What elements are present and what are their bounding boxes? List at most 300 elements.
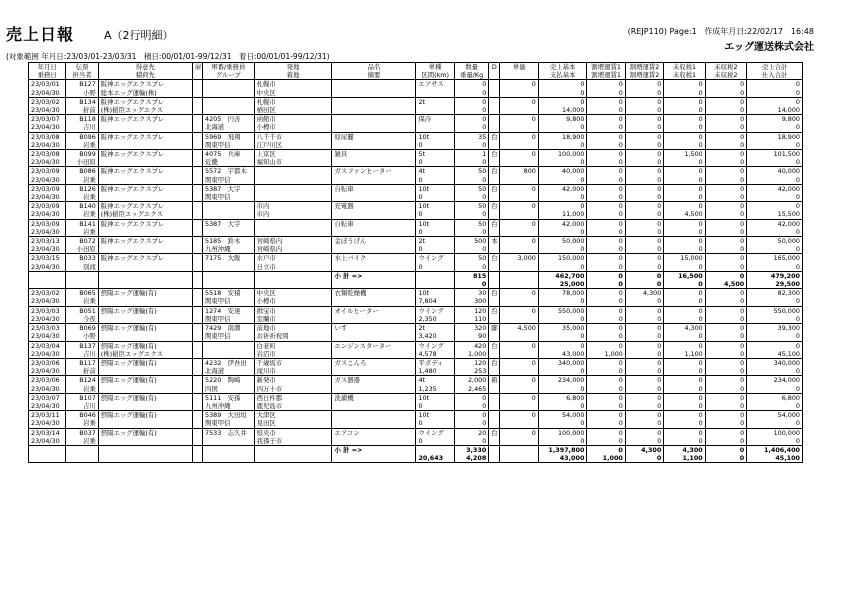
cell-line [195, 254, 200, 262]
cell-line: 吉川 [83, 349, 96, 358]
cell-line: 0 [795, 436, 800, 445]
cell-line: 0 [482, 115, 487, 124]
cell-line [101, 332, 190, 340]
cell-line [502, 123, 535, 131]
cell-line: 九州沖縄 [205, 245, 231, 254]
cell-line: 0 [531, 150, 536, 159]
cell-line [334, 228, 413, 236]
table-cell [538, 306, 587, 323]
cell-line: 0 [531, 132, 536, 141]
cell-line: B037 [79, 428, 96, 437]
cell-line: 4t [418, 167, 426, 176]
cell-line: 0 [698, 411, 703, 420]
cell-line: 0 [698, 376, 703, 385]
cell-line [195, 315, 200, 323]
cell-line [257, 272, 330, 280]
cell-line: 10t [418, 289, 430, 298]
cell-line: 北海道 [205, 123, 225, 132]
table-cell [454, 132, 488, 149]
table-cell [454, 289, 488, 306]
cell-line: 0 [580, 401, 585, 410]
table-cell [538, 132, 587, 149]
cell-line [195, 350, 200, 358]
cell-line: 18,900 [562, 132, 585, 141]
cell-line: 0 [698, 401, 703, 410]
cell-line [101, 402, 190, 410]
table-cell [625, 97, 663, 114]
table-cell [705, 115, 746, 132]
table-cell [538, 115, 587, 132]
table-cell [538, 184, 587, 201]
table-row [29, 341, 803, 358]
cell-line [195, 280, 200, 288]
cell-line: 0 [531, 358, 536, 367]
cell-line: 岩乗 [83, 210, 96, 219]
cell-line: 10t [418, 202, 430, 211]
table-cell [254, 324, 332, 341]
cell-line: 45,100 [775, 454, 800, 463]
cell-line: 0 [740, 80, 745, 89]
table-cell [664, 306, 705, 323]
cell-line: 0 [418, 210, 423, 219]
table-cell [416, 80, 454, 97]
table-cell [29, 202, 66, 219]
column-header [29, 63, 66, 80]
cell-line: いす [334, 324, 348, 333]
table-cell [500, 289, 538, 306]
cell-line: B072 [79, 237, 96, 246]
cell-line: 23/04/30 [31, 88, 60, 97]
cell-line [101, 437, 190, 445]
table-row [29, 358, 803, 375]
cell-line: 253 [474, 367, 487, 376]
cell-line: 水戸市 [256, 254, 276, 263]
cell-line: 42,000 [562, 184, 585, 193]
cell-line: 0 [482, 401, 487, 410]
cell-line: B069 [79, 324, 96, 333]
column-header-line: 割増運賃2 [629, 63, 660, 71]
cell-line: 0 [482, 262, 487, 271]
cell-line: 0 [418, 436, 423, 445]
cell-line: 0 [482, 106, 487, 115]
cell-line: 0 [580, 436, 585, 445]
table-cell [747, 376, 803, 393]
table-cell [416, 167, 454, 184]
cell-line: B134 [79, 97, 96, 106]
cell-line: 関東甲信 [205, 297, 231, 306]
cell-line: 0 [531, 341, 536, 350]
table-cell [416, 115, 454, 132]
table-cell [500, 80, 538, 97]
cell-line [195, 429, 200, 437]
cell-line [334, 402, 413, 410]
table-cell [66, 358, 98, 375]
cell-line: 0 [740, 132, 745, 141]
cell-line: 23/04/30 [31, 401, 60, 410]
cell-line: 0 [795, 193, 800, 202]
cell-line: 18,900 [777, 132, 800, 141]
table-cell [705, 445, 746, 462]
table-cell [332, 167, 416, 184]
table-cell [98, 167, 192, 184]
cell-line: (株)稲臣エッグエクス [100, 349, 163, 358]
table-cell [332, 202, 416, 219]
cell-line: 0 [795, 80, 800, 89]
table-cell [203, 184, 255, 201]
cell-line: エアコン [334, 428, 360, 437]
cell-line: 40,000 [777, 167, 800, 176]
table-cell [489, 289, 500, 306]
column-header-line [491, 71, 497, 79]
cell-line [205, 437, 252, 445]
table-row [29, 237, 803, 254]
table-cell [454, 254, 488, 271]
cell-line: 台 [491, 289, 498, 298]
cell-line: 阪神エッグエクスプレ [100, 115, 165, 124]
table-cell [98, 324, 192, 341]
cell-line [418, 106, 451, 114]
cell-line: B117 [79, 358, 96, 367]
table-row [29, 428, 803, 445]
table-cell [500, 428, 538, 445]
table-cell [625, 184, 663, 201]
table-cell [587, 411, 625, 428]
cell-line: 0 [657, 158, 662, 167]
table-cell [538, 219, 587, 236]
cell-line [101, 272, 190, 280]
cell-line: 0 [740, 140, 745, 149]
cell-line [195, 80, 200, 88]
table-cell [538, 324, 587, 341]
table-cell [705, 150, 746, 167]
table-cell [454, 306, 488, 323]
cell-line: 0 [482, 140, 487, 149]
cell-line: 0 [795, 419, 800, 428]
table-cell [454, 376, 488, 393]
cell-line [101, 193, 190, 201]
cell-line: 23/04/30 [31, 436, 60, 445]
cell-line: 0 [580, 97, 585, 106]
cell-line [195, 376, 200, 384]
cell-line: 0 [657, 428, 662, 437]
table-cell [489, 80, 500, 97]
cell-line: 札幌市 [256, 80, 276, 89]
cell-line: 0 [580, 175, 585, 184]
cell-line: 320 [474, 324, 487, 333]
cell-line: 折前 [83, 367, 96, 376]
cell-line: 0 [657, 132, 662, 141]
table-cell [500, 219, 538, 236]
cell-line [205, 80, 252, 88]
cell-line: 550,000 [557, 306, 585, 315]
column-header [416, 63, 454, 80]
cell-line: 16,500 [678, 271, 703, 280]
cell-line [334, 176, 413, 184]
cell-line [502, 245, 535, 253]
cell-line [101, 446, 190, 454]
table-cell [625, 358, 663, 375]
column-header-line: 割増運賃1 [591, 63, 621, 71]
cell-line [195, 106, 200, 114]
cell-line: 0 [795, 88, 800, 97]
table-cell [192, 393, 202, 410]
cell-line: 0 [618, 367, 623, 376]
table-cell [416, 411, 454, 428]
cell-line: 0 [657, 175, 662, 184]
table-cell [98, 445, 192, 462]
cell-line: 台 [491, 132, 498, 141]
cell-line: 0 [740, 306, 745, 315]
cell-line: 0 [657, 324, 662, 333]
cell-line: 阪神エッグエクスプレ [100, 202, 165, 211]
cell-line: 23/03/11 [31, 411, 60, 420]
cell-line [205, 228, 252, 236]
cell-line: 関東甲信 [205, 314, 231, 323]
column-header-line: 重量/Kg [459, 71, 484, 80]
column-header-line: 仕入合計 [761, 71, 788, 80]
cell-line [334, 141, 413, 149]
cell-line: 0 [698, 280, 703, 289]
cell-line: 0 [698, 306, 703, 315]
cell-line: 0 [657, 219, 662, 228]
cell-line: 0 [580, 332, 585, 341]
cell-line: 0 [657, 262, 662, 271]
table-cell [454, 237, 488, 254]
cell-line: 0 [657, 123, 662, 132]
cell-line [195, 141, 200, 149]
table-cell [587, 150, 625, 167]
table-cell [538, 445, 587, 462]
cell-line: 4,578 [418, 349, 437, 358]
cell-line: 0 [657, 88, 662, 97]
cell-line: 0 [657, 411, 662, 420]
cell-line [334, 437, 413, 445]
cell-line: 0 [740, 237, 745, 246]
cell-line [491, 263, 497, 271]
table-cell [66, 219, 98, 236]
cell-line: 0 [531, 115, 536, 124]
cell-line: 15,000 [680, 254, 703, 263]
cell-line: 4205 円善 [205, 115, 241, 124]
cell-line: 0 [795, 367, 800, 376]
cell-line: 23/04/30 [31, 106, 60, 115]
table-cell [454, 341, 488, 358]
cell-line [334, 210, 413, 218]
table-cell [66, 428, 98, 445]
cell-line: 四国 [205, 384, 218, 393]
cell-line: 阪神エッグエクスプレ [100, 254, 165, 263]
cell-line: 滝川市 [256, 367, 276, 376]
table-cell [538, 289, 587, 306]
cell-line [502, 210, 535, 218]
cell-line: 中央区 [256, 88, 276, 97]
column-header-line: 発地 [286, 63, 300, 71]
table-cell [500, 202, 538, 219]
cell-line: 54,000 [562, 411, 585, 420]
table-cell [203, 132, 255, 149]
cell-line: 0 [656, 271, 662, 280]
cell-line: 市内 [256, 202, 270, 211]
column-header-line: 着地 [286, 71, 300, 80]
cell-line: 10t [418, 411, 430, 420]
table-cell [66, 306, 98, 323]
cell-line: 0 [740, 123, 745, 132]
cell-line: 23/03/07 [31, 393, 60, 402]
table-cell [192, 306, 202, 323]
cell-line: 0 [698, 262, 703, 271]
cell-line: 23/03/09 [31, 219, 60, 228]
cell-line: 0 [618, 88, 623, 97]
cell-line: 0 [618, 376, 623, 385]
table-cell [416, 306, 454, 323]
table-cell [664, 289, 705, 306]
cell-line: 小田原 [76, 245, 96, 254]
cell-line: 54,000 [777, 411, 800, 420]
report-meta [628, 26, 814, 37]
cell-line: 23/04/30 [31, 262, 60, 271]
cell-line [334, 411, 413, 419]
cell-line: 0 [580, 419, 585, 428]
cell-line: 日立市 [256, 262, 276, 271]
cell-line: 5111 安孫 [205, 393, 241, 402]
column-header [664, 63, 705, 80]
cell-line: 0 [740, 150, 745, 159]
cell-line: 4,300 [641, 445, 662, 454]
table-cell [98, 219, 192, 236]
cell-line: 0 [418, 401, 423, 410]
cell-line: 0 [580, 202, 585, 211]
cell-line: 5389 大田垣 [205, 411, 247, 420]
cell-line [195, 158, 200, 166]
cell-line [502, 158, 535, 166]
cell-line [205, 446, 252, 454]
cell-line: 吉川 [83, 123, 96, 132]
table-cell [538, 411, 587, 428]
cell-line [334, 385, 413, 393]
cell-line: 101,500 [773, 150, 800, 159]
cell-line [101, 419, 190, 427]
cell-line: 0 [740, 367, 745, 376]
cell-line: 揖宝市 [256, 306, 276, 315]
cell-line [195, 220, 200, 228]
cell-line: 岩乗 [83, 140, 96, 149]
cell-line [195, 289, 200, 297]
table-cell [489, 184, 500, 201]
cell-line: 0 [580, 367, 585, 376]
table-cell [332, 254, 416, 271]
cell-line: 550,000 [773, 306, 800, 315]
cell-line: 0 [740, 210, 745, 219]
table-cell [416, 445, 454, 462]
table-row [29, 254, 803, 271]
cell-line [334, 80, 413, 88]
table-cell [500, 237, 538, 254]
cell-line: 0 [618, 175, 623, 184]
cell-line [195, 419, 200, 427]
cell-line [31, 280, 63, 288]
table-cell [98, 80, 192, 97]
cell-line [195, 359, 200, 367]
table-header [29, 63, 803, 80]
table-cell [489, 115, 500, 132]
column-header-line: 伝票 [75, 63, 89, 71]
table-cell [625, 219, 663, 236]
table-cell [29, 184, 66, 201]
table-cell [705, 358, 746, 375]
cell-line: 0 [740, 115, 745, 124]
cell-line: 0 [795, 332, 800, 341]
table-cell [587, 271, 625, 288]
cell-line: 340,000 [773, 358, 800, 367]
table-cell [203, 358, 255, 375]
cell-line: 20,643 [418, 454, 444, 463]
cell-line [334, 367, 413, 375]
table-cell [625, 393, 663, 410]
table-cell [192, 411, 202, 428]
cell-line: 23/04/30 [31, 175, 60, 184]
cell-line: 箱 [491, 376, 498, 385]
table-cell [454, 150, 488, 167]
cell-line: 7429 南潮 [205, 324, 241, 333]
cell-line: 50,000 [562, 237, 585, 246]
cell-line [334, 419, 413, 427]
table-cell [29, 237, 66, 254]
table-cell [747, 150, 803, 167]
cell-line: 0 [740, 289, 745, 298]
column-header-line: 扉 [194, 63, 202, 71]
table-cell [587, 393, 625, 410]
cell-line [195, 324, 200, 332]
cell-line: 阪神エッグエクスプレ [100, 184, 165, 193]
table-cell [66, 393, 98, 410]
cell-line: 関東甲信 [205, 332, 231, 341]
table-cell [254, 202, 332, 219]
table-cell [454, 324, 488, 341]
table-cell [587, 80, 625, 97]
cell-line: 0 [482, 97, 487, 106]
cell-line: 原尿麗 [334, 132, 354, 141]
column-header-line: 乗務日 [37, 71, 57, 80]
table-cell [625, 411, 663, 428]
cell-line [205, 89, 252, 97]
cell-line [491, 411, 497, 419]
cell-line: 234,000 [773, 376, 800, 385]
table-cell [747, 219, 803, 236]
table-cell [66, 341, 98, 358]
cell-line [205, 106, 252, 114]
column-header [203, 63, 255, 80]
table-cell [664, 167, 705, 184]
table-cell [454, 97, 488, 114]
cell-line: 23/03/07 [31, 115, 60, 124]
cell-line [101, 385, 190, 393]
cell-line [101, 280, 190, 288]
cell-line: 0 [698, 80, 703, 89]
table-cell [66, 445, 98, 462]
cell-line: 0 [740, 167, 745, 176]
table-cell [29, 411, 66, 428]
table-cell [625, 341, 663, 358]
cell-line [334, 263, 413, 271]
cell-line: B065 [79, 289, 96, 298]
cell-line: 2t [418, 97, 426, 106]
cell-line [491, 98, 497, 106]
cell-line: 0 [618, 132, 623, 141]
cell-line: 23/03/03 [31, 324, 60, 333]
table-cell [705, 202, 746, 219]
cell-line: エンジンスターター [334, 341, 392, 350]
cell-line: 0 [618, 150, 623, 159]
